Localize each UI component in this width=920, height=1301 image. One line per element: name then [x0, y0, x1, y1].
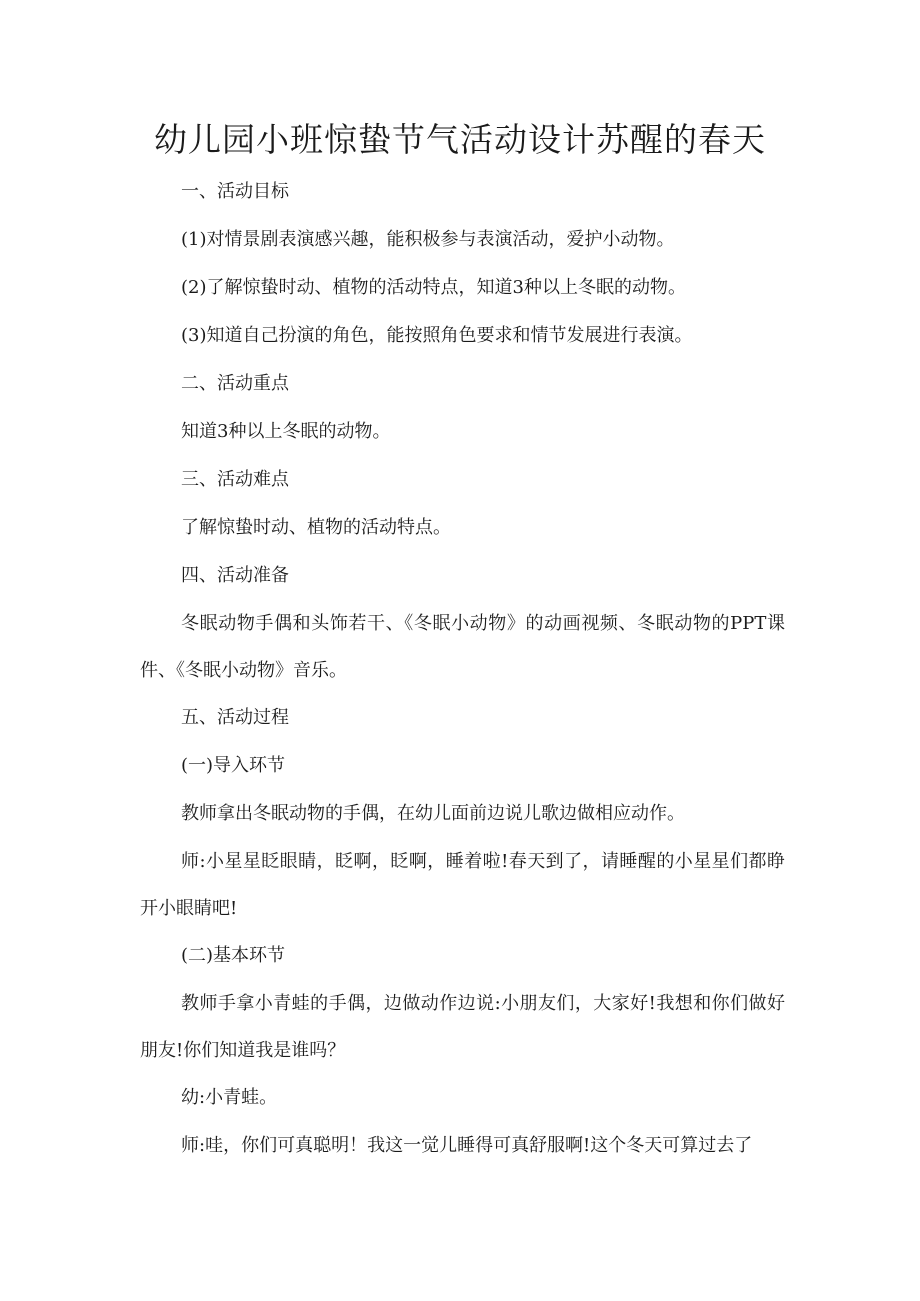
- section-heading-key-points: 二、活动重点: [181, 373, 289, 394]
- objective-item-2: (2)了解惊蛰时动、植物的活动特点，知道3种以上冬眠的动物。: [181, 277, 686, 298]
- objective-item-3: (3)知道自己扮演的角色，能按照角色要求和情节发展进行表演。: [181, 325, 693, 346]
- objective-item-1: (1)对情景剧表演感兴趣，能积极参与表演活动，爱护小动物。: [181, 229, 675, 250]
- child-reply-text: 幼:小青蛙。: [181, 1087, 278, 1108]
- subsection-heading-basic: (二)基本环节: [181, 945, 286, 966]
- difficulties-text: 了解惊蛰时动、植物的活动特点。: [181, 517, 451, 538]
- document-title: 幼儿园小班惊蛰节气活动设计苏醒的春天: [154, 120, 766, 159]
- key-points-text: 知道3种以上冬眠的动物。: [181, 421, 391, 442]
- section-heading-objectives: 一、活动目标: [181, 181, 289, 202]
- subsection-heading-intro: (一)导入环节: [181, 755, 286, 776]
- section-heading-preparation: 四、活动准备: [181, 565, 289, 586]
- preparation-text: 冬眠动物手偶和头饰若干、《冬眠小动物》的动画视频、冬眠动物的PPT课件、《冬眠小动物》音乐。: [140, 613, 785, 681]
- intro-text: 教师拿出冬眠动物的手偶，在幼儿面前边说儿歌边做相应动作。: [181, 803, 685, 824]
- section-heading-difficulties: 三、活动难点: [181, 469, 289, 490]
- section-heading-process: 五、活动过程: [181, 707, 289, 728]
- document-body: [140, 168, 785, 1170]
- teacher-rhyme-text: 师:小星星眨眼睛，眨啊，眨啊，睡着啦!春天到了，请睡醒的小星星们都睁开小眼睛吧!: [140, 851, 785, 919]
- teacher-reply-text: 师:哇，你们可真聪明！我这一觉儿睡得可真舒服啊!这个冬天可算过去了: [181, 1135, 753, 1156]
- basic-text: 教师手拿小青蛙的手偶，边做动作边说:小朋友们，大家好!我想和你们做好朋友!你们知道我是谁吗？: [140, 993, 785, 1061]
